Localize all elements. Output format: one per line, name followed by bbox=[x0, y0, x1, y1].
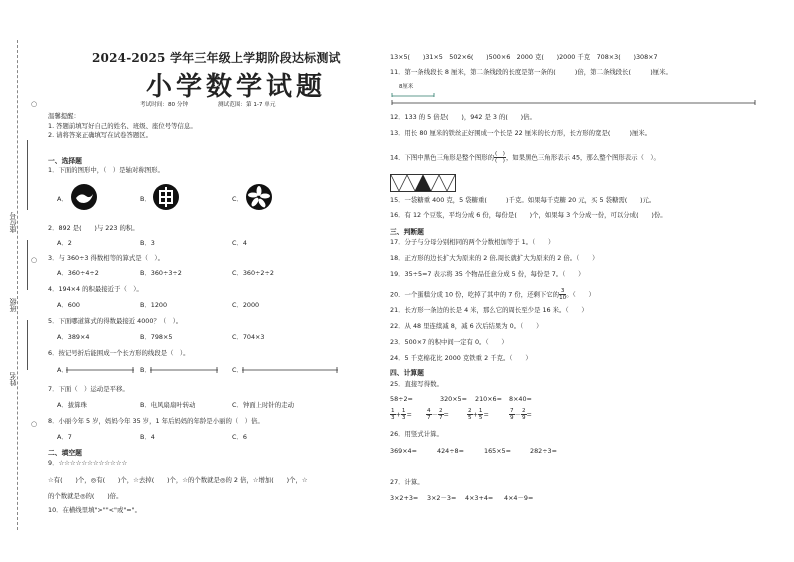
seat-line bbox=[27, 140, 28, 210]
notice-title: 温馨提醒： bbox=[48, 112, 80, 120]
section-judge-title: 三、判断题 bbox=[390, 228, 424, 236]
question-15: 15．一袋糖重 400 克，5 袋糖重( )千克。如果每千克糖 20 元，买 5 袋糖需( )元。 bbox=[390, 196, 656, 204]
q6-segment-b bbox=[150, 366, 220, 374]
q6-segment-a bbox=[66, 366, 136, 374]
question-26: 26．用竖式计算。 bbox=[390, 430, 443, 438]
calc-item: 8×40= bbox=[509, 395, 532, 403]
section-calc-title: 四、计算题 bbox=[390, 369, 424, 377]
q2-option-a: A．2 bbox=[57, 239, 72, 247]
question-7: 7．下面（ ）运动是平移。 bbox=[48, 385, 129, 393]
exam-scope: 测试范围：第 1-7 单元 bbox=[218, 102, 276, 108]
question-3: 3．与 360÷3 得数相等的算式是（ ）。 bbox=[48, 254, 165, 262]
notice-item: 1. 答题前填写好自己的姓名、班级、座位号等信息。 bbox=[48, 122, 197, 130]
question-16: 16．有 12 个豆浆，平均分成 6 份，每份是( )个，如果每 3 个分成一份，可以分成( )份。 bbox=[390, 211, 667, 219]
q5-option-a: A．389×4 bbox=[57, 333, 90, 341]
binding-dot: ○ bbox=[31, 256, 38, 264]
fraction-calc-item: $\frac{1}{3}$ + $\frac{1}{3}$ = bbox=[391, 408, 412, 421]
vertical-calc-item: 424÷8= bbox=[437, 447, 464, 455]
q4-option-b: B．1200 bbox=[140, 301, 168, 309]
calc-item: 320×5= bbox=[440, 395, 467, 403]
binding-name-label: 姓名 bbox=[9, 372, 17, 386]
q14-text-b: ，如果黑色三角形表示 45，那么整个图形表示（ ）。 bbox=[505, 153, 660, 162]
section-choice-title: 一、选择题 bbox=[48, 157, 82, 165]
q3-option-c: C．360÷2÷2 bbox=[232, 269, 274, 277]
q6-option-c: C． bbox=[232, 366, 243, 374]
q4-option-c: C．2000 bbox=[232, 301, 260, 309]
question-27: 27．计算。 bbox=[390, 478, 424, 486]
option-b-bank-logo-icon bbox=[153, 184, 179, 210]
mixed-calc-item: 4×3+4= bbox=[465, 494, 494, 502]
question-8: 8．小丽今年 5 岁，妈妈今年 35 岁，1 年后妈妈的年龄是小丽的（ ）倍。 bbox=[48, 417, 264, 425]
q7-option-b: B．电风扇扇叶转动 bbox=[140, 401, 196, 409]
q14-fraction-blank: $\frac{( )}{( )}$ bbox=[495, 151, 505, 164]
question-23: 23．500×7 的积中间一定有 0。（ ） bbox=[390, 338, 508, 346]
q14-triangle-figure bbox=[390, 174, 456, 192]
q20-text-a: 20．一个蛋糕分成 10 份，吃掉了其中的 7 份，还剩下它的 bbox=[390, 290, 560, 299]
question-21: 21．长方形一条边的长是 4 米，那么它的周长至少是 16 米。（ ） bbox=[390, 306, 588, 314]
q5-option-c: C．704×3 bbox=[232, 333, 265, 341]
question-5: 5．下面哪道算式的得数最接近 4000？（ ）。 bbox=[48, 317, 183, 325]
class-line bbox=[27, 240, 28, 290]
vertical-calc-item: 165×5= bbox=[484, 447, 511, 455]
mixed-calc-item: 3×2+3= bbox=[390, 494, 419, 502]
question-4: 4．194×4 的积最接近于（ ）。 bbox=[48, 285, 143, 293]
q6-segment-c bbox=[242, 366, 340, 374]
question-17: 17．分子与分母分别相同的两个分数相加等于 1。（ ） bbox=[390, 238, 555, 246]
q6-option-b: B． bbox=[140, 366, 151, 374]
option-c-flower-logo-icon bbox=[246, 184, 272, 210]
q4-option-a: A．600 bbox=[57, 301, 80, 309]
question-24: 24．5 千克棉花比 2000 克铁重 2 千克。（ ） bbox=[390, 354, 532, 362]
question-14 bbox=[390, 151, 660, 164]
q6-option-a: A． bbox=[57, 366, 68, 374]
question-9-stars: 9．☆☆☆☆☆☆☆☆☆☆☆☆ bbox=[48, 459, 128, 467]
binding-seat-label: 座位号 bbox=[9, 212, 17, 233]
exam-time: 考试时间：80 分钟 bbox=[140, 102, 189, 108]
q11-ruler-label: 8厘米 bbox=[399, 84, 414, 90]
q11-long-segment bbox=[391, 98, 757, 106]
notice-item: 2. 请将答案正确填写在试卷答题区。 bbox=[48, 131, 152, 139]
vertical-calc-item: 282÷3= bbox=[530, 447, 557, 455]
q7-option-a: A．拔算珠 bbox=[57, 401, 87, 409]
q5-option-b: B．798×5 bbox=[140, 333, 173, 341]
question-22: 22．从 48 里连续减 8，减 6 次后结果为 0。（ ） bbox=[390, 322, 543, 330]
question-6: 6．按记号折后能围成一个长方形的线段是（ ）。 bbox=[48, 349, 190, 357]
option-a-logo-icon bbox=[71, 184, 97, 210]
q8-option-b: B．4 bbox=[140, 433, 155, 441]
question-13: 13．用长 80 厘米的铁丝正好围成一个长是 22 厘米的长方形，长方形的宽是( )厘米。 bbox=[390, 129, 652, 137]
mixed-calc-item: 4×4－9= bbox=[504, 494, 534, 502]
q2-option-c: C．4 bbox=[232, 239, 247, 247]
q1-option-c-label: C． bbox=[232, 195, 243, 203]
q8-option-a: A．7 bbox=[57, 433, 72, 441]
question-18: 18．正方形的边长扩大为原来的 2 倍,周长就扩大为原来的 2 倍。（ ） bbox=[390, 254, 599, 262]
q20-text-b: 。（ ） bbox=[566, 290, 595, 299]
fraction-calc-item: $\frac{7}{9}$ － $\frac{2}{9}$ = bbox=[510, 408, 532, 421]
question-2: 2．892 是( )与 223 的积。 bbox=[48, 224, 139, 232]
exam-title: 2024-2025 学年三年级上学期阶段达标测试 bbox=[92, 51, 341, 65]
question-25: 25．直接写得数。 bbox=[390, 380, 443, 388]
q10-compare-row: 13×5( )31×5 502×6( )500×6 2000 克( )2000 千克 708×3( )308×7 bbox=[390, 53, 658, 61]
question-9-line2: 的个数就是◎的( )倍。 bbox=[48, 492, 123, 500]
question-1: 1．下面的图形中，（ ）是轴对称图形。 bbox=[48, 166, 164, 174]
q3-option-a: A．360÷4÷2 bbox=[57, 269, 99, 277]
binding-class-label: 班级 bbox=[9, 298, 17, 312]
q8-option-c: C．6 bbox=[232, 433, 247, 441]
exam-subtitle: 小学数学试题 bbox=[146, 72, 327, 102]
fraction-calc-item: $\frac{4}{7}$ － $\frac{2}{7}$ = bbox=[427, 408, 449, 421]
fraction-calc-item: $\frac{2}{5}$ + $\frac{1}{5}$ = bbox=[468, 408, 489, 421]
calc-item: 210×6= bbox=[475, 395, 502, 403]
question-10: 10．在横线里填">""<"或"="。 bbox=[48, 506, 141, 514]
binding-dot: ○ bbox=[31, 100, 38, 108]
question-9-line1: ☆有( )个，◎有( )个，☆去掉( )个，☆的个数就是◎的 2 倍，☆增加( )个，☆ bbox=[48, 476, 308, 484]
section-fill-title: 二、填空题 bbox=[48, 449, 82, 457]
q7-option-c: C．钟面上时针的走动 bbox=[232, 401, 294, 409]
q20-fraction-den: 10 bbox=[559, 295, 567, 301]
vertical-calc-item: 369×4= bbox=[390, 447, 417, 455]
q1-option-a-label: A． bbox=[57, 195, 68, 203]
question-12: 12．133 的 5 倍是( )，942 是 3 的( )倍。 bbox=[390, 113, 536, 121]
q2-option-b: B．3 bbox=[140, 239, 155, 247]
binding-dashed-line bbox=[17, 40, 18, 530]
question-19: 19．35÷5=7 表示将 35 个物品任意分成 5 份，每份是 7。（ ） bbox=[390, 270, 585, 278]
question-11: 11．第一条线段长 8 厘米，第二条线段的长度是第一条的( )倍，第二条线段长( )厘米。 bbox=[390, 68, 672, 76]
q14-text-a: 14．下图中黑色三角形是整个图形的 bbox=[390, 153, 494, 162]
q20-fraction-num: 3 bbox=[560, 288, 565, 294]
binding-dot: ○ bbox=[31, 420, 38, 428]
name-line bbox=[27, 320, 28, 370]
q3-option-b: B．360÷3÷2 bbox=[140, 269, 182, 277]
calc-item: 58÷2= bbox=[390, 395, 413, 403]
question-20 bbox=[390, 288, 595, 301]
mixed-calc-item: 3×2－3= bbox=[427, 494, 457, 502]
q1-option-b-label: B． bbox=[140, 195, 151, 203]
